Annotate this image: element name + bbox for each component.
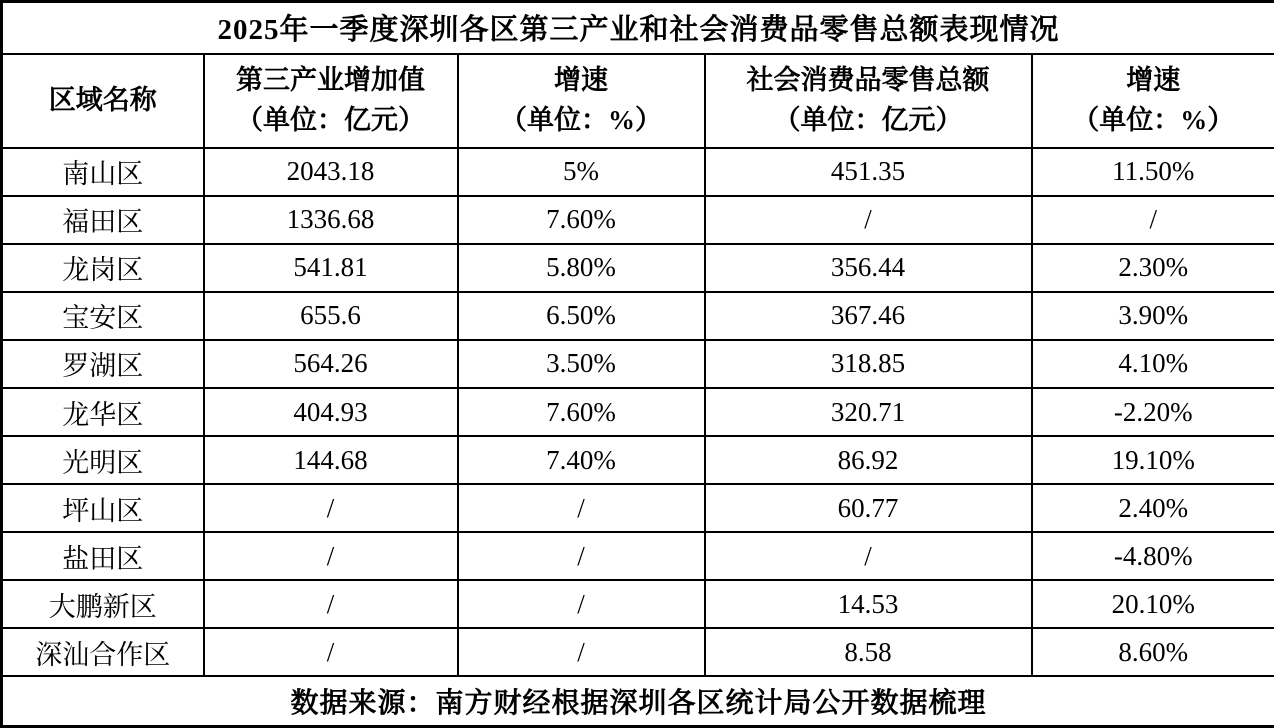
tertiary-growth-rate: / <box>458 580 705 628</box>
retail-growth-rate: 8.60% <box>1032 628 1274 676</box>
column-header-label: 增速 <box>1126 65 1181 96</box>
table-row <box>2 340 1274 388</box>
retail-growth-rate: 11.50% <box>1032 148 1274 196</box>
table-row <box>2 196 1274 244</box>
tertiary-growth-rate: 3.50% <box>458 340 705 388</box>
tertiary-industry-value: 1336.68 <box>204 196 458 244</box>
tertiary-industry-value: / <box>204 484 458 532</box>
table-row <box>2 532 1274 580</box>
retail-sales-value: 451.35 <box>705 148 1032 196</box>
region-name: 龙岗区 <box>2 244 204 292</box>
header-row <box>2 54 1274 148</box>
table-title: 2025年一季度深圳各区第三产业和社会消费品零售总额表现情况 <box>2 2 1274 54</box>
column-header-region <box>2 54 204 148</box>
column-header-unit: （单位：亿元） <box>236 104 425 135</box>
tertiary-growth-rate: / <box>458 628 705 676</box>
region-name: 福田区 <box>2 196 204 244</box>
retail-growth-rate: -2.20% <box>1032 388 1274 436</box>
region-name: 坪山区 <box>2 484 204 532</box>
tertiary-growth-rate: / <box>458 484 705 532</box>
column-header-unit: （单位：亿元） <box>773 104 963 135</box>
title-row <box>2 2 1274 54</box>
table-row <box>2 484 1274 532</box>
tertiary-growth-rate: 6.50% <box>458 292 705 340</box>
table-row <box>2 628 1274 676</box>
column-header-unit: （单位：%） <box>500 104 662 135</box>
region-name: 大鹏新区 <box>2 580 204 628</box>
tertiary-industry-value: 655.6 <box>204 292 458 340</box>
tertiary-industry-value: 541.81 <box>204 244 458 292</box>
retail-sales-value: 367.46 <box>705 292 1032 340</box>
table-row <box>2 580 1274 628</box>
tertiary-industry-value: / <box>204 580 458 628</box>
retail-sales-value: / <box>705 532 1032 580</box>
region-name: 宝安区 <box>2 292 204 340</box>
retail-sales-value: 8.58 <box>705 628 1032 676</box>
column-header-label: 社会消费品零售总额 <box>746 65 990 96</box>
retail-growth-rate: / <box>1032 196 1274 244</box>
table-row <box>2 148 1274 196</box>
retail-sales-value: 14.53 <box>705 580 1032 628</box>
tertiary-industry-value: / <box>204 532 458 580</box>
tertiary-growth-rate: 7.60% <box>458 196 705 244</box>
column-header-growth-rate-2 <box>1032 54 1274 148</box>
table-row <box>2 436 1274 484</box>
column-header-label: 增速 <box>554 65 608 96</box>
retail-growth-rate: 3.90% <box>1032 292 1274 340</box>
tertiary-industry-value: 404.93 <box>204 388 458 436</box>
table-row <box>2 292 1274 340</box>
region-name: 龙华区 <box>2 388 204 436</box>
tertiary-growth-rate: 5.80% <box>458 244 705 292</box>
retail-growth-rate: 20.10% <box>1032 580 1274 628</box>
tertiary-industry-value: 2043.18 <box>204 148 458 196</box>
region-name: 深汕合作区 <box>2 628 204 676</box>
retail-growth-rate: 2.30% <box>1032 244 1274 292</box>
tertiary-growth-rate: 5% <box>458 148 705 196</box>
data-source-note: 数据来源：南方财经根据深圳各区统计局公开数据梳理 <box>2 676 1274 726</box>
retail-sales-value: / <box>705 196 1032 244</box>
column-header-unit: （单位：%） <box>1072 104 1235 135</box>
tertiary-growth-rate: 7.60% <box>458 388 705 436</box>
tertiary-growth-rate: 7.40% <box>458 436 705 484</box>
region-name: 盐田区 <box>2 532 204 580</box>
tertiary-industry-value: 144.68 <box>204 436 458 484</box>
region-name: 光明区 <box>2 436 204 484</box>
table-row <box>2 244 1274 292</box>
tertiary-growth-rate: / <box>458 532 705 580</box>
retail-growth-rate: -4.80% <box>1032 532 1274 580</box>
column-header-label: 区域名称 <box>48 85 157 116</box>
retail-growth-rate: 4.10% <box>1032 340 1274 388</box>
tertiary-industry-value: / <box>204 628 458 676</box>
footer-row <box>2 676 1274 726</box>
retail-sales-value: 86.92 <box>705 436 1032 484</box>
retail-sales-value: 320.71 <box>705 388 1032 436</box>
retail-sales-value: 356.44 <box>705 244 1032 292</box>
column-header-retail-sales <box>705 54 1032 148</box>
retail-sales-value: 60.77 <box>705 484 1032 532</box>
retail-growth-rate: 19.10% <box>1032 436 1274 484</box>
column-header-tertiary-industry <box>204 54 458 148</box>
retail-sales-value: 318.85 <box>705 340 1032 388</box>
table-row <box>2 388 1274 436</box>
column-header-label: 第三产业增加值 <box>236 65 425 96</box>
tertiary-industry-value: 564.26 <box>204 340 458 388</box>
region-name: 南山区 <box>2 148 204 196</box>
region-name: 罗湖区 <box>2 340 204 388</box>
retail-growth-rate: 2.40% <box>1032 484 1274 532</box>
column-header-growth-rate-1 <box>458 54 705 148</box>
